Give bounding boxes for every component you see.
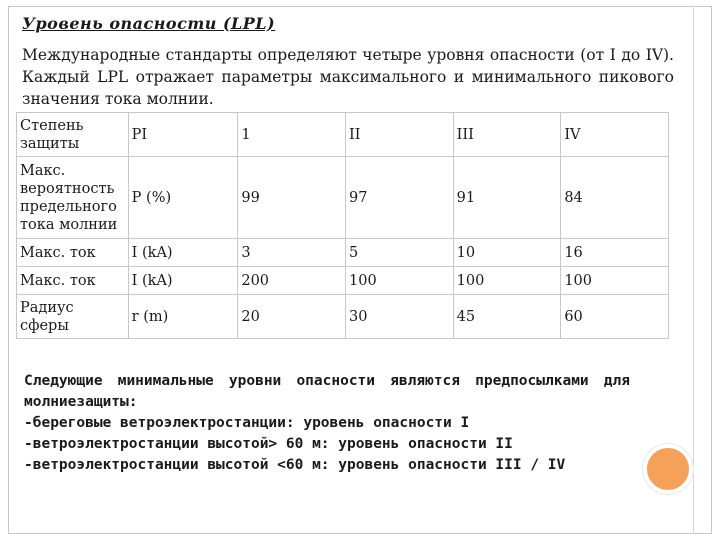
table-cell: 200 <box>238 267 346 295</box>
table-cell: 99 <box>238 157 346 239</box>
table-cell: 100 <box>453 267 561 295</box>
table-cell: 100 <box>561 267 669 295</box>
table-cell: 1 <box>238 113 346 157</box>
row-label: Радиус сферы <box>17 295 129 339</box>
slide-divider <box>693 6 694 534</box>
row-label: Макс. ток <box>17 239 129 267</box>
table-cell: III <box>453 113 561 157</box>
table-cell: 5 <box>346 239 454 267</box>
row-symbol: r (m) <box>128 295 238 339</box>
table-cell: 84 <box>561 157 669 239</box>
closing-line: -ветроэлектростанции высотой <60 м: уровень опасности III / IV <box>24 457 566 473</box>
row-symbol: I (kA) <box>128 267 238 295</box>
decorative-circle <box>643 444 693 494</box>
closing-line: -ветроэлектростанции высотой> 60 м: уровень опасности II <box>24 436 513 452</box>
table-cell: IV <box>561 113 669 157</box>
table-row <box>17 157 669 239</box>
table-row <box>17 239 669 267</box>
closing-line: -береговые ветроэлектростанции: уровень опасности I <box>24 415 470 431</box>
table-cell: II <box>346 113 454 157</box>
table-cell: 45 <box>453 295 561 339</box>
table-row <box>17 267 669 295</box>
table-cell: 20 <box>238 295 346 339</box>
row-label: Макс. вероятность предельного тока молнии <box>17 157 129 239</box>
table-cell: 30 <box>346 295 454 339</box>
slide-title: Уровень опасности (LPL) <box>22 14 276 33</box>
table-cell: 97 <box>346 157 454 239</box>
table-cell: 91 <box>453 157 561 239</box>
table-row <box>17 113 669 157</box>
table-row <box>17 295 669 339</box>
table-cell: 16 <box>561 239 669 267</box>
row-symbol: I (kA) <box>128 239 238 267</box>
table-cell: 10 <box>453 239 561 267</box>
table-cell: 100 <box>346 267 454 295</box>
table-cell: 60 <box>561 295 669 339</box>
table-cell: 3 <box>238 239 346 267</box>
row-label: Степень защиты <box>17 113 129 157</box>
lpl-table <box>16 112 669 339</box>
row-symbol: PI <box>128 113 238 157</box>
closing-text <box>24 371 630 476</box>
intro-paragraph: Международные стандарты определяют четыре уровня опасности (от I до IV). Каждый LPL отражает параметры максимального и минимального пикового значения тока молнии. <box>22 46 674 108</box>
row-symbol: P (%) <box>128 157 238 239</box>
row-label: Макс. ток <box>17 267 129 295</box>
closing-line: Следующие минимальные уровни опасности являются предпосылками для молниезащиты: <box>24 373 630 410</box>
